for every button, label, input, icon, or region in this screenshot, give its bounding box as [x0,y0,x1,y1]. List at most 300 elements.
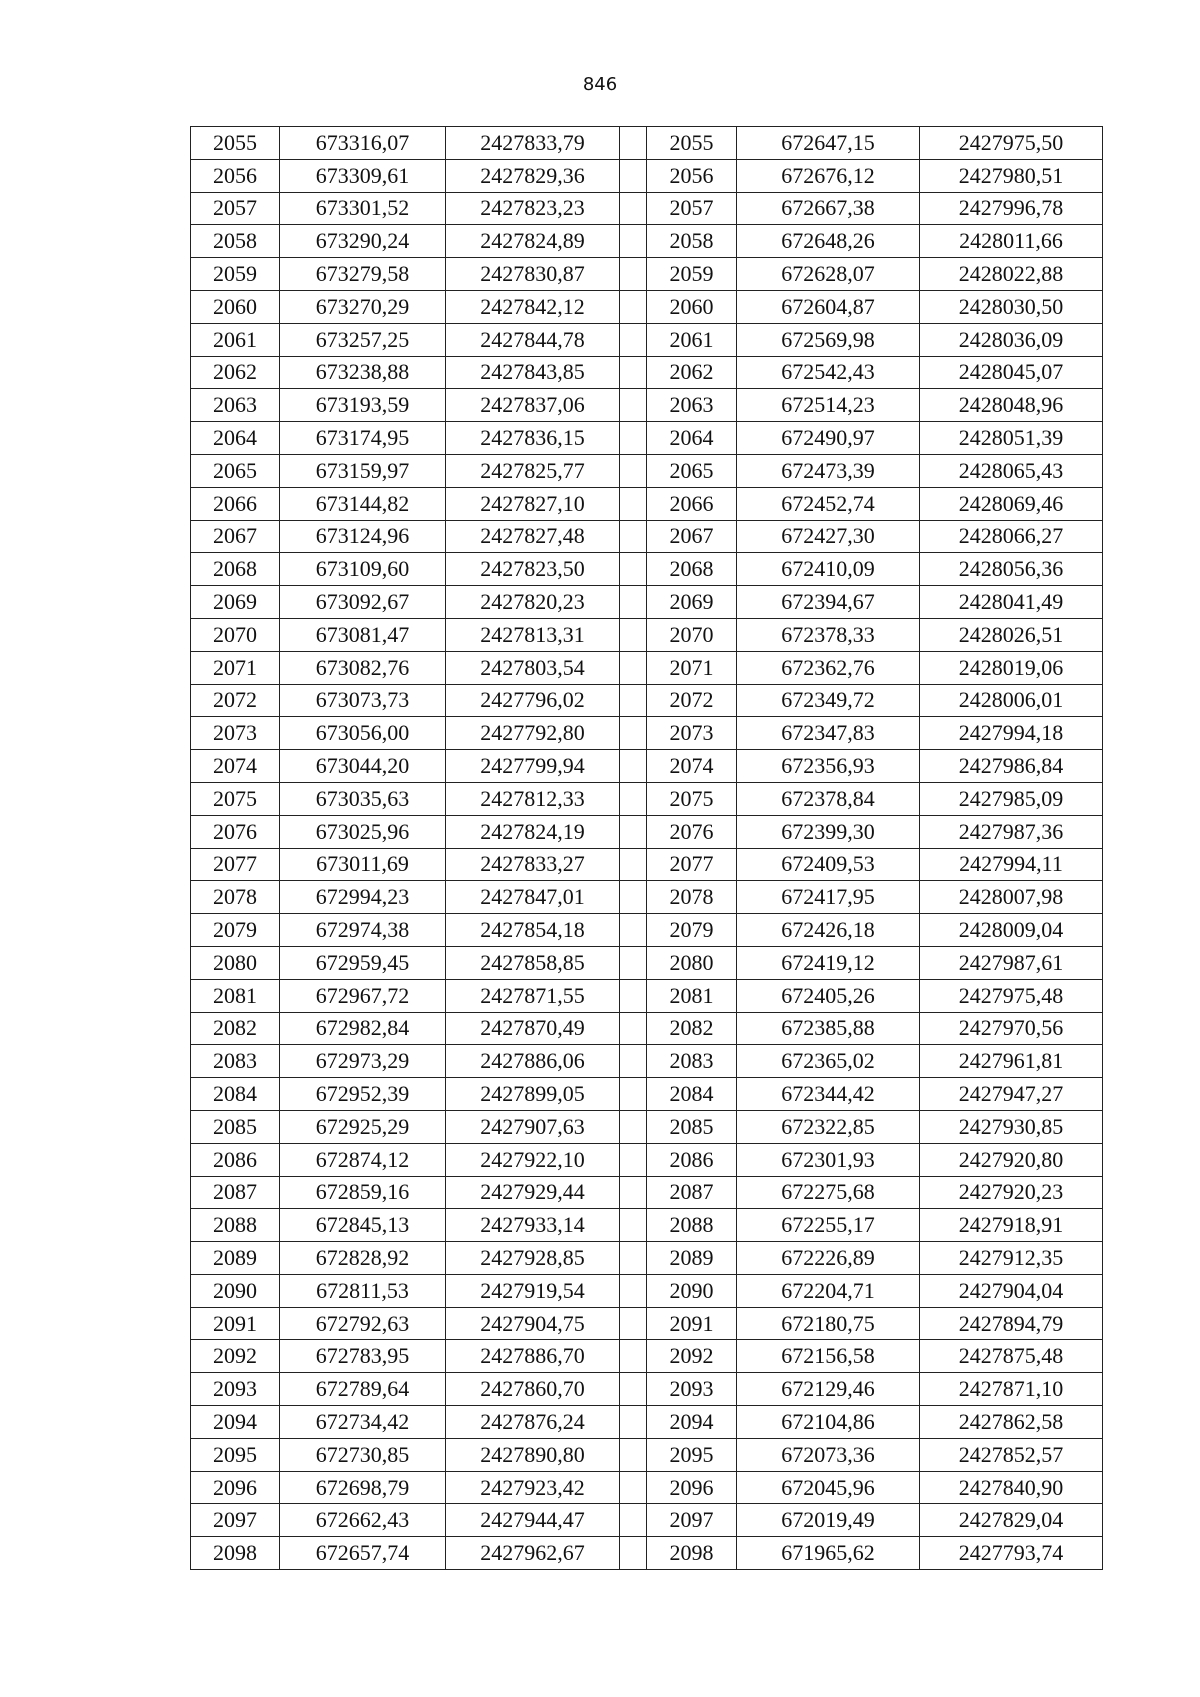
left-y-coordinate-cell: 2427870,49 [446,1012,620,1045]
empty-separator-cell [620,487,647,520]
table-row [191,520,1103,553]
right-y-coordinate-cell: 2428041,49 [920,586,1103,619]
right-x-coordinate-cell: 672362,76 [737,651,920,684]
left-y-coordinate-cell: 2427922,10 [446,1143,620,1176]
right-x-coordinate-cell: 672628,07 [737,258,920,291]
right-y-coordinate-cell: 2427975,48 [920,979,1103,1012]
left-point-number-cell: 2076 [191,815,280,848]
right-point-number-cell: 2092 [647,1340,737,1373]
empty-separator-cell [620,1438,647,1471]
right-x-coordinate-cell: 672542,43 [737,356,920,389]
right-x-coordinate-cell: 672301,93 [737,1143,920,1176]
empty-separator-cell [620,914,647,947]
table-row [191,1340,1103,1373]
left-point-number-cell: 2069 [191,586,280,619]
right-x-coordinate-cell: 671965,62 [737,1537,920,1570]
table-row [191,881,1103,914]
right-y-coordinate-cell: 2428036,09 [920,323,1103,356]
right-x-coordinate-cell: 672226,89 [737,1242,920,1275]
left-x-coordinate-cell: 673279,58 [280,258,446,291]
empty-separator-cell [620,848,647,881]
right-point-number-cell: 2070 [647,618,737,651]
right-point-number-cell: 2058 [647,225,737,258]
empty-separator-cell [620,520,647,553]
right-x-coordinate-cell: 672569,98 [737,323,920,356]
left-x-coordinate-cell: 673011,69 [280,848,446,881]
right-point-number-cell: 2089 [647,1242,737,1275]
empty-separator-cell [620,1045,647,1078]
right-x-coordinate-cell: 672473,39 [737,454,920,487]
right-point-number-cell: 2057 [647,192,737,225]
table-row [191,1045,1103,1078]
left-point-number-cell: 2081 [191,979,280,1012]
right-point-number-cell: 2086 [647,1143,737,1176]
table-row [191,1406,1103,1439]
right-x-coordinate-cell: 672410,09 [737,553,920,586]
table-row [191,290,1103,323]
left-point-number-cell: 2065 [191,454,280,487]
table-row [191,1078,1103,1111]
coordinates-table-body [191,127,1103,1570]
empty-separator-cell [620,290,647,323]
left-point-number-cell: 2093 [191,1373,280,1406]
left-point-number-cell: 2090 [191,1274,280,1307]
table-row [191,618,1103,651]
empty-separator-cell [620,618,647,651]
right-x-coordinate-cell: 672019,49 [737,1504,920,1537]
left-y-coordinate-cell: 2427796,02 [446,684,620,717]
left-point-number-cell: 2085 [191,1110,280,1143]
left-point-number-cell: 2062 [191,356,280,389]
empty-separator-cell [620,684,647,717]
left-x-coordinate-cell: 672967,72 [280,979,446,1012]
left-x-coordinate-cell: 672662,43 [280,1504,446,1537]
empty-separator-cell [620,1078,647,1111]
right-point-number-cell: 2080 [647,946,737,979]
table-row [191,487,1103,520]
left-y-coordinate-cell: 2427824,19 [446,815,620,848]
right-y-coordinate-cell: 2427985,09 [920,782,1103,815]
left-y-coordinate-cell: 2427833,79 [446,127,620,160]
right-point-number-cell: 2079 [647,914,737,947]
right-y-coordinate-cell: 2427918,91 [920,1209,1103,1242]
right-point-number-cell: 2068 [647,553,737,586]
right-x-coordinate-cell: 672667,38 [737,192,920,225]
empty-separator-cell [620,159,647,192]
empty-separator-cell [620,1274,647,1307]
right-y-coordinate-cell: 2428048,96 [920,389,1103,422]
left-x-coordinate-cell: 672874,12 [280,1143,446,1176]
table-row [191,225,1103,258]
left-point-number-cell: 2092 [191,1340,280,1373]
right-x-coordinate-cell: 672255,17 [737,1209,920,1242]
right-point-number-cell: 2090 [647,1274,737,1307]
right-y-coordinate-cell: 2427852,57 [920,1438,1103,1471]
left-point-number-cell: 2074 [191,750,280,783]
right-point-number-cell: 2083 [647,1045,737,1078]
table-row [191,192,1103,225]
right-point-number-cell: 2097 [647,1504,737,1537]
right-x-coordinate-cell: 672427,30 [737,520,920,553]
table-row [191,1307,1103,1340]
left-y-coordinate-cell: 2427890,80 [446,1438,620,1471]
right-y-coordinate-cell: 2427947,27 [920,1078,1103,1111]
table-row [191,1209,1103,1242]
empty-separator-cell [620,389,647,422]
right-x-coordinate-cell: 672344,42 [737,1078,920,1111]
left-point-number-cell: 2073 [191,717,280,750]
left-y-coordinate-cell: 2427904,75 [446,1307,620,1340]
empty-separator-cell [620,979,647,1012]
right-point-number-cell: 2076 [647,815,737,848]
left-point-number-cell: 2061 [191,323,280,356]
left-y-coordinate-cell: 2427823,50 [446,553,620,586]
right-point-number-cell: 2056 [647,159,737,192]
right-point-number-cell: 2085 [647,1110,737,1143]
left-y-coordinate-cell: 2427919,54 [446,1274,620,1307]
right-y-coordinate-cell: 2428019,06 [920,651,1103,684]
left-x-coordinate-cell: 673124,96 [280,520,446,553]
right-point-number-cell: 2060 [647,290,737,323]
left-y-coordinate-cell: 2427842,12 [446,290,620,323]
left-point-number-cell: 2098 [191,1537,280,1570]
right-point-number-cell: 2075 [647,782,737,815]
right-y-coordinate-cell: 2428045,07 [920,356,1103,389]
right-y-coordinate-cell: 2427829,04 [920,1504,1103,1537]
left-y-coordinate-cell: 2427876,24 [446,1406,620,1439]
right-y-coordinate-cell: 2428006,01 [920,684,1103,717]
right-x-coordinate-cell: 672347,83 [737,717,920,750]
table-row [191,946,1103,979]
left-x-coordinate-cell: 672859,16 [280,1176,446,1209]
left-point-number-cell: 2082 [191,1012,280,1045]
empty-separator-cell [620,717,647,750]
right-point-number-cell: 2081 [647,979,737,1012]
empty-separator-cell [620,192,647,225]
empty-separator-cell [620,127,647,160]
right-point-number-cell: 2066 [647,487,737,520]
left-point-number-cell: 2075 [191,782,280,815]
right-x-coordinate-cell: 672356,93 [737,750,920,783]
right-x-coordinate-cell: 672452,74 [737,487,920,520]
left-x-coordinate-cell: 673081,47 [280,618,446,651]
right-x-coordinate-cell: 672073,36 [737,1438,920,1471]
table-row [191,553,1103,586]
table-row [191,848,1103,881]
left-point-number-cell: 2064 [191,422,280,455]
right-point-number-cell: 2069 [647,586,737,619]
empty-separator-cell [620,1307,647,1340]
left-y-coordinate-cell: 2427923,42 [446,1471,620,1504]
left-y-coordinate-cell: 2427837,06 [446,389,620,422]
table-row [191,914,1103,947]
left-y-coordinate-cell: 2427827,48 [446,520,620,553]
right-y-coordinate-cell: 2427912,35 [920,1242,1103,1275]
left-point-number-cell: 2060 [191,290,280,323]
right-y-coordinate-cell: 2427994,18 [920,717,1103,750]
coordinates-table [190,126,1103,1570]
left-x-coordinate-cell: 673270,29 [280,290,446,323]
empty-separator-cell [620,258,647,291]
right-x-coordinate-cell: 672129,46 [737,1373,920,1406]
right-x-coordinate-cell: 672385,88 [737,1012,920,1045]
right-y-coordinate-cell: 2427875,48 [920,1340,1103,1373]
right-x-coordinate-cell: 672180,75 [737,1307,920,1340]
left-y-coordinate-cell: 2427803,54 [446,651,620,684]
right-x-coordinate-cell: 672378,84 [737,782,920,815]
empty-separator-cell [620,553,647,586]
left-x-coordinate-cell: 672845,13 [280,1209,446,1242]
right-y-coordinate-cell: 2427920,23 [920,1176,1103,1209]
left-point-number-cell: 2084 [191,1078,280,1111]
right-y-coordinate-cell: 2427996,78 [920,192,1103,225]
left-y-coordinate-cell: 2427827,10 [446,487,620,520]
table-row [191,323,1103,356]
empty-separator-cell [620,1209,647,1242]
empty-separator-cell [620,750,647,783]
left-y-coordinate-cell: 2427833,27 [446,848,620,881]
left-x-coordinate-cell: 673092,67 [280,586,446,619]
left-y-coordinate-cell: 2427871,55 [446,979,620,1012]
left-x-coordinate-cell: 672974,38 [280,914,446,947]
left-point-number-cell: 2063 [191,389,280,422]
table-row [191,1143,1103,1176]
right-x-coordinate-cell: 672490,97 [737,422,920,455]
right-point-number-cell: 2064 [647,422,737,455]
right-y-coordinate-cell: 2428007,98 [920,881,1103,914]
right-y-coordinate-cell: 2428069,46 [920,487,1103,520]
left-x-coordinate-cell: 673174,95 [280,422,446,455]
left-y-coordinate-cell: 2427907,63 [446,1110,620,1143]
empty-separator-cell [620,1504,647,1537]
right-y-coordinate-cell: 2427994,11 [920,848,1103,881]
left-y-coordinate-cell: 2427886,06 [446,1045,620,1078]
right-x-coordinate-cell: 672514,23 [737,389,920,422]
left-x-coordinate-cell: 672994,23 [280,881,446,914]
left-y-coordinate-cell: 2427813,31 [446,618,620,651]
right-x-coordinate-cell: 672104,86 [737,1406,920,1439]
empty-separator-cell [620,1110,647,1143]
table-row [191,684,1103,717]
empty-separator-cell [620,454,647,487]
right-point-number-cell: 2088 [647,1209,737,1242]
left-point-number-cell: 2070 [191,618,280,651]
left-y-coordinate-cell: 2427843,85 [446,356,620,389]
empty-separator-cell [620,422,647,455]
right-y-coordinate-cell: 2428051,39 [920,422,1103,455]
right-x-coordinate-cell: 672426,18 [737,914,920,947]
right-x-coordinate-cell: 672417,95 [737,881,920,914]
right-y-coordinate-cell: 2427871,10 [920,1373,1103,1406]
right-y-coordinate-cell: 2427970,56 [920,1012,1103,1045]
left-y-coordinate-cell: 2427829,36 [446,159,620,192]
table-row [191,1242,1103,1275]
right-point-number-cell: 2059 [647,258,737,291]
empty-separator-cell [620,782,647,815]
table-row [191,422,1103,455]
empty-separator-cell [620,1012,647,1045]
left-point-number-cell: 2079 [191,914,280,947]
empty-separator-cell [620,651,647,684]
empty-separator-cell [620,1176,647,1209]
right-x-coordinate-cell: 672676,12 [737,159,920,192]
right-y-coordinate-cell: 2428009,04 [920,914,1103,947]
right-y-coordinate-cell: 2427987,61 [920,946,1103,979]
left-x-coordinate-cell: 673309,61 [280,159,446,192]
left-point-number-cell: 2067 [191,520,280,553]
left-y-coordinate-cell: 2427792,80 [446,717,620,750]
left-x-coordinate-cell: 672811,53 [280,1274,446,1307]
right-point-number-cell: 2073 [647,717,737,750]
right-x-coordinate-cell: 672394,67 [737,586,920,619]
right-y-coordinate-cell: 2428066,27 [920,520,1103,553]
right-x-coordinate-cell: 672365,02 [737,1045,920,1078]
left-x-coordinate-cell: 673056,00 [280,717,446,750]
right-x-coordinate-cell: 672349,72 [737,684,920,717]
left-x-coordinate-cell: 673257,25 [280,323,446,356]
table-row [191,389,1103,422]
left-y-coordinate-cell: 2427899,05 [446,1078,620,1111]
empty-separator-cell [620,323,647,356]
left-point-number-cell: 2072 [191,684,280,717]
left-point-number-cell: 2080 [191,946,280,979]
right-point-number-cell: 2094 [647,1406,737,1439]
table-row [191,1176,1103,1209]
right-y-coordinate-cell: 2427894,79 [920,1307,1103,1340]
left-y-coordinate-cell: 2427825,77 [446,454,620,487]
right-point-number-cell: 2078 [647,881,737,914]
left-point-number-cell: 2094 [191,1406,280,1439]
table-row [191,586,1103,619]
empty-separator-cell [620,1471,647,1504]
right-point-number-cell: 2098 [647,1537,737,1570]
left-x-coordinate-cell: 673144,82 [280,487,446,520]
left-y-coordinate-cell: 2427824,89 [446,225,620,258]
right-point-number-cell: 2077 [647,848,737,881]
right-point-number-cell: 2067 [647,520,737,553]
right-x-coordinate-cell: 672156,58 [737,1340,920,1373]
left-point-number-cell: 2068 [191,553,280,586]
left-y-coordinate-cell: 2427823,23 [446,192,620,225]
table-row [191,127,1103,160]
left-x-coordinate-cell: 673035,63 [280,782,446,815]
left-point-number-cell: 2096 [191,1471,280,1504]
left-x-coordinate-cell: 672783,95 [280,1340,446,1373]
table-row [191,454,1103,487]
left-y-coordinate-cell: 2427933,14 [446,1209,620,1242]
left-x-coordinate-cell: 672982,84 [280,1012,446,1045]
right-y-coordinate-cell: 2427862,58 [920,1406,1103,1439]
left-x-coordinate-cell: 673193,59 [280,389,446,422]
right-point-number-cell: 2063 [647,389,737,422]
right-y-coordinate-cell: 2428056,36 [920,553,1103,586]
left-y-coordinate-cell: 2427836,15 [446,422,620,455]
table-row [191,1471,1103,1504]
left-point-number-cell: 2059 [191,258,280,291]
right-point-number-cell: 2065 [647,454,737,487]
right-y-coordinate-cell: 2427930,85 [920,1110,1103,1143]
left-point-number-cell: 2088 [191,1209,280,1242]
right-point-number-cell: 2087 [647,1176,737,1209]
right-point-number-cell: 2096 [647,1471,737,1504]
table-row [191,717,1103,750]
left-x-coordinate-cell: 673073,73 [280,684,446,717]
table-row [191,1537,1103,1570]
left-x-coordinate-cell: 673290,24 [280,225,446,258]
left-x-coordinate-cell: 672959,45 [280,946,446,979]
right-x-coordinate-cell: 672419,12 [737,946,920,979]
right-point-number-cell: 2095 [647,1438,737,1471]
left-y-coordinate-cell: 2427886,70 [446,1340,620,1373]
left-point-number-cell: 2097 [191,1504,280,1537]
left-x-coordinate-cell: 673159,97 [280,454,446,487]
left-y-coordinate-cell: 2427944,47 [446,1504,620,1537]
empty-separator-cell [620,815,647,848]
left-y-coordinate-cell: 2427812,33 [446,782,620,815]
empty-separator-cell [620,1406,647,1439]
right-x-coordinate-cell: 672648,26 [737,225,920,258]
empty-separator-cell [620,1242,647,1275]
table-row [191,651,1103,684]
right-x-coordinate-cell: 672045,96 [737,1471,920,1504]
left-x-coordinate-cell: 673238,88 [280,356,446,389]
right-x-coordinate-cell: 672604,87 [737,290,920,323]
left-y-coordinate-cell: 2427858,85 [446,946,620,979]
left-point-number-cell: 2091 [191,1307,280,1340]
table-row [191,750,1103,783]
left-x-coordinate-cell: 673109,60 [280,553,446,586]
table-row [191,1012,1103,1045]
left-x-coordinate-cell: 672698,79 [280,1471,446,1504]
right-y-coordinate-cell: 2427793,74 [920,1537,1103,1570]
left-x-coordinate-cell: 672925,29 [280,1110,446,1143]
empty-separator-cell [620,1143,647,1176]
right-x-coordinate-cell: 672204,71 [737,1274,920,1307]
left-x-coordinate-cell: 672828,92 [280,1242,446,1275]
table-row [191,1274,1103,1307]
left-y-coordinate-cell: 2427962,67 [446,1537,620,1570]
right-point-number-cell: 2091 [647,1307,737,1340]
left-point-number-cell: 2055 [191,127,280,160]
right-y-coordinate-cell: 2428026,51 [920,618,1103,651]
table-row [191,1504,1103,1537]
right-x-coordinate-cell: 672399,30 [737,815,920,848]
right-point-number-cell: 2074 [647,750,737,783]
right-point-number-cell: 2093 [647,1373,737,1406]
table-row [191,979,1103,1012]
page-number: 846 [582,74,618,95]
left-y-coordinate-cell: 2427928,85 [446,1242,620,1275]
table-row [191,815,1103,848]
left-y-coordinate-cell: 2427929,44 [446,1176,620,1209]
right-y-coordinate-cell: 2428065,43 [920,454,1103,487]
left-y-coordinate-cell: 2427799,94 [446,750,620,783]
right-y-coordinate-cell: 2427920,80 [920,1143,1103,1176]
left-point-number-cell: 2083 [191,1045,280,1078]
left-y-coordinate-cell: 2427820,23 [446,586,620,619]
empty-separator-cell [620,946,647,979]
left-y-coordinate-cell: 2427830,87 [446,258,620,291]
table-row [191,159,1103,192]
right-point-number-cell: 2082 [647,1012,737,1045]
left-point-number-cell: 2078 [191,881,280,914]
right-y-coordinate-cell: 2427961,81 [920,1045,1103,1078]
empty-separator-cell [620,881,647,914]
empty-separator-cell [620,1340,647,1373]
right-x-coordinate-cell: 672409,53 [737,848,920,881]
left-y-coordinate-cell: 2427854,18 [446,914,620,947]
right-y-coordinate-cell: 2427975,50 [920,127,1103,160]
